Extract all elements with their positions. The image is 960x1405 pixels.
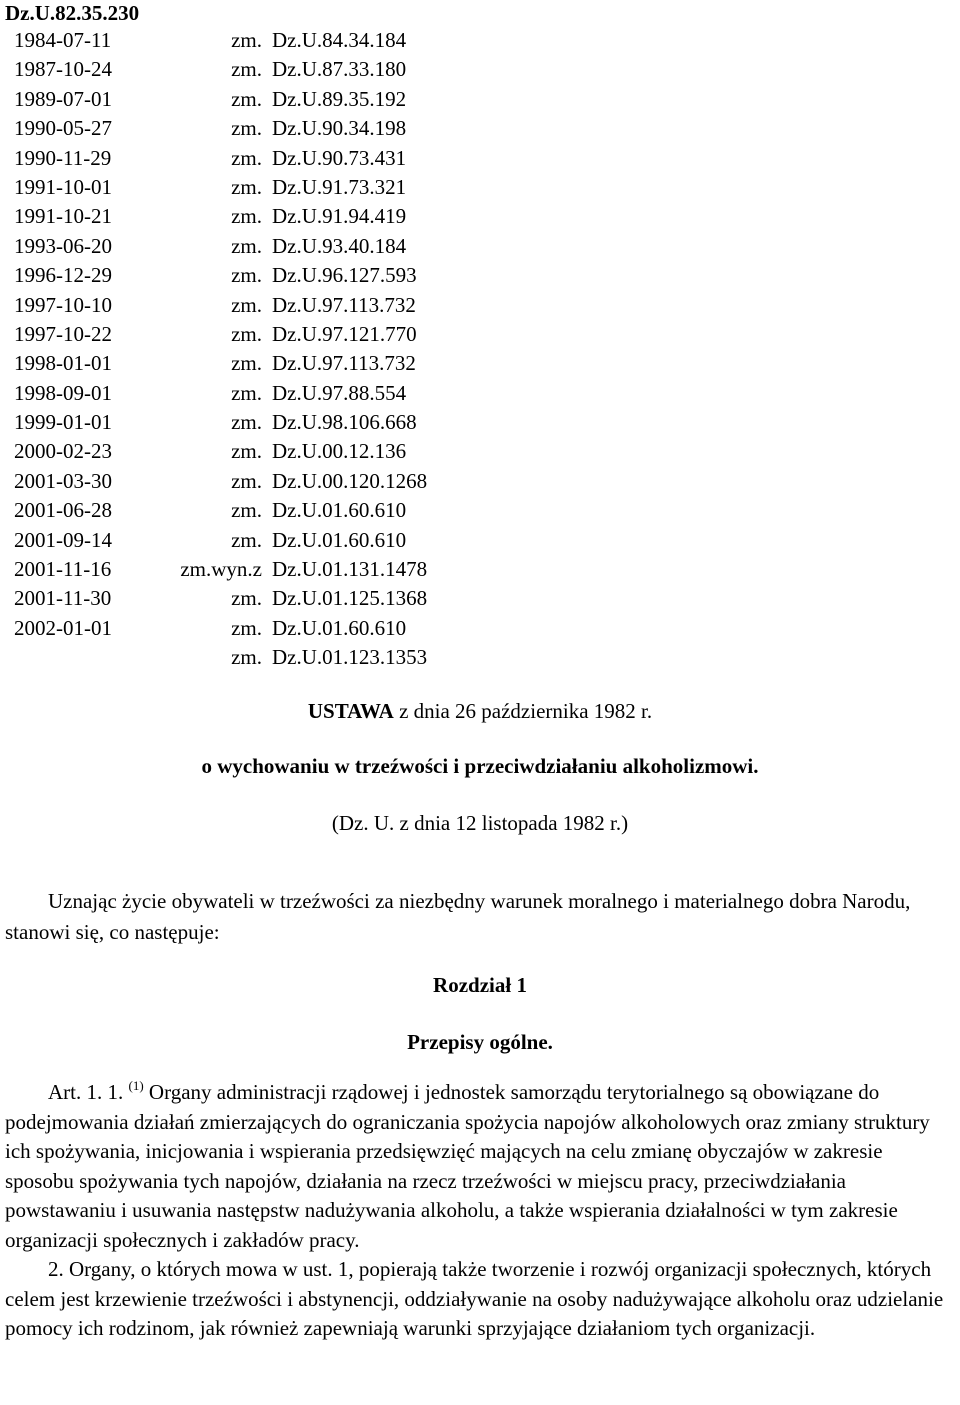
amendment-kind: zm. (231, 145, 262, 170)
amendment-date: 1993-06-20 (14, 233, 112, 258)
amendment-date: 2001-06-28 (14, 498, 112, 523)
amendment-kind: zm. (231, 263, 262, 288)
amendment-kind: zm. (231, 615, 262, 640)
amendment-kind: zm. (231, 351, 262, 376)
amendment-ref: Dz.U.97.121.770 (272, 321, 417, 346)
amendment-ref: Dz.U.91.73.321 (272, 174, 407, 199)
chapter-name: Przepisy ogólne. (407, 1030, 553, 1054)
amendment-kind: zm. (231, 57, 262, 82)
article-1-para-2-text: 2. Organy, o których mowa w ust. 1, popierają także tworzenie i rozwój organizacji społecznych, których celem jest krzewienie trzeźwości i abstynencji, oddziaływanie na osoby nadużywające alkoholu oraz udzielanie pomocy ich rodzinom, jak również zapewniają warunki sprzyjające działaniom tych organizacji. (5, 1257, 944, 1340)
amendment-date: 1997-10-10 (14, 292, 112, 317)
amendment-kind: zm. (231, 174, 262, 199)
amendment-date: 1987-10-24 (14, 57, 112, 82)
article-label: Art. 1. 1. (48, 1080, 124, 1104)
amendment-kind: zm. (231, 527, 262, 552)
amendment-kind: zm. (231, 116, 262, 141)
amendment-date: 1998-09-01 (14, 380, 112, 405)
preamble (5, 886, 955, 948)
amendment-ref: Dz.U.91.94.419 (272, 204, 407, 229)
amendment-ref: Dz.U.00.12.136 (272, 439, 407, 464)
act-title (0, 697, 960, 725)
amendment-kind: zm. (231, 498, 262, 523)
amendment-date: 2001-09-14 (14, 527, 112, 552)
act-date: z dnia 26 października 1982 r. (393, 699, 653, 723)
amendment-ref: Dz.U.89.35.192 (272, 86, 407, 111)
article-1 (5, 1078, 955, 1344)
amendment-ref: Dz.U.01.123.1353 (272, 645, 428, 670)
amendment-ref: Dz.U.01.125.1368 (272, 586, 428, 611)
amendment-date: 1999-01-01 (14, 410, 112, 435)
amendment-date: 1990-05-27 (14, 116, 112, 141)
amendment-ref: Dz.U.96.127.593 (272, 263, 417, 288)
amendment-date: 1990-11-29 (14, 145, 112, 170)
article-1-para-1 (5, 1078, 955, 1255)
amendment-kind: zm. (231, 380, 262, 405)
amendment-date: 1997-10-22 (14, 321, 112, 346)
amendment-kind: zm. (231, 321, 262, 346)
amendment-ref: Dz.U.97.113.732 (272, 292, 416, 317)
preamble-text: Uznając życie obywateli w trzeźwości za niezbędny warunek moralnego i materialnego dobra Narodu, stanowi się, co następuje: (5, 889, 911, 944)
chapter-number: Rozdział 1 (433, 973, 527, 997)
amendment-kind: zm.wyn.z (180, 557, 262, 582)
amendment-ref: Dz.U.90.34.198 (272, 116, 407, 141)
amendment-date: 1996-12-29 (14, 263, 112, 288)
amendment-date: 1998-01-01 (14, 351, 112, 376)
amendment-date: 1984-07-11 (14, 28, 112, 52)
amendment-kind: zm. (231, 204, 262, 229)
amendment-ref: Dz.U.01.60.610 (272, 498, 407, 523)
amendment-ref: Dz.U.93.40.184 (272, 233, 407, 258)
amendment-kind: zm. (231, 439, 262, 464)
amendment-kind: zm. (231, 233, 262, 258)
amendment-kind: zm. (231, 645, 262, 670)
act-type: USTAWA (307, 699, 394, 723)
amendment-ref: Dz.U.97.88.554 (272, 380, 407, 405)
amendment-date: 2001-03-30 (14, 468, 112, 493)
amendment-kind: zm. (231, 410, 262, 435)
amendment-ref: Dz.U.97.113.732 (272, 351, 416, 376)
amendment-ref: Dz.U.00.120.1268 (272, 468, 428, 493)
amendment-date: 1989-07-01 (14, 86, 112, 111)
amendment-kind: zm. (231, 586, 262, 611)
amendment-ref: Dz.U.90.73.431 (272, 145, 407, 170)
article-1-para-1-text: Organy administracji rządowej i jednostek samorządu terytorialnego są obowiązane do podejmowania działań zmierzających do ograniczania spożycia napojów alkoholowych oraz zmiany struktury ich spożywania, inicjowania i wspierania przedsięwzięć mających na celu zmianę obyczajów w zakresie sposobu spożywania tych napojów, działania na rzecz trzeźwości w miejscu pracy, przeciwdziałania powstawaniu i usuwania następstw nadużywania alkoholu, a także wspierania działalności w tym zakresie organizacji społecznych i zakładów pracy. (5, 1080, 930, 1252)
amendment-date: 2002-01-01 (14, 615, 112, 640)
amendment-date: 2000-02-23 (14, 439, 112, 464)
amendment-date: 1991-10-01 (14, 174, 112, 199)
amendment-kind: zm. (231, 86, 262, 111)
amendment-ref: Dz.U.01.60.610 (272, 615, 407, 640)
amendment-ref: Dz.U.98.106.668 (272, 410, 417, 435)
amendment-ref: Dz.U.87.33.180 (272, 57, 407, 82)
article-1-para-2 (5, 1255, 955, 1344)
document-reference: Dz.U.82.35.230 (5, 1, 140, 25)
amendment-date: 2001-11-30 (14, 586, 112, 611)
amendment-kind: zm. (231, 28, 262, 52)
amendment-date: 2001-11-16 (14, 557, 112, 582)
act-subject: o wychowaniu w trzeźwości i przeciwdziałaniu alkoholizmowi. (201, 754, 759, 778)
amendment-date: 1991-10-21 (14, 204, 112, 229)
footnote-marker: (1) (128, 1078, 144, 1093)
amendment-ref: Dz.U.84.34.184 (272, 28, 407, 52)
amendment-ref: Dz.U.01.131.1478 (272, 557, 428, 582)
amendment-ref: Dz.U.01.60.610 (272, 527, 407, 552)
publication-info: (Dz. U. z dnia 12 listopada 1982 r.) (331, 811, 629, 835)
amendment-kind: zm. (231, 468, 262, 493)
amendment-kind: zm. (231, 292, 262, 317)
